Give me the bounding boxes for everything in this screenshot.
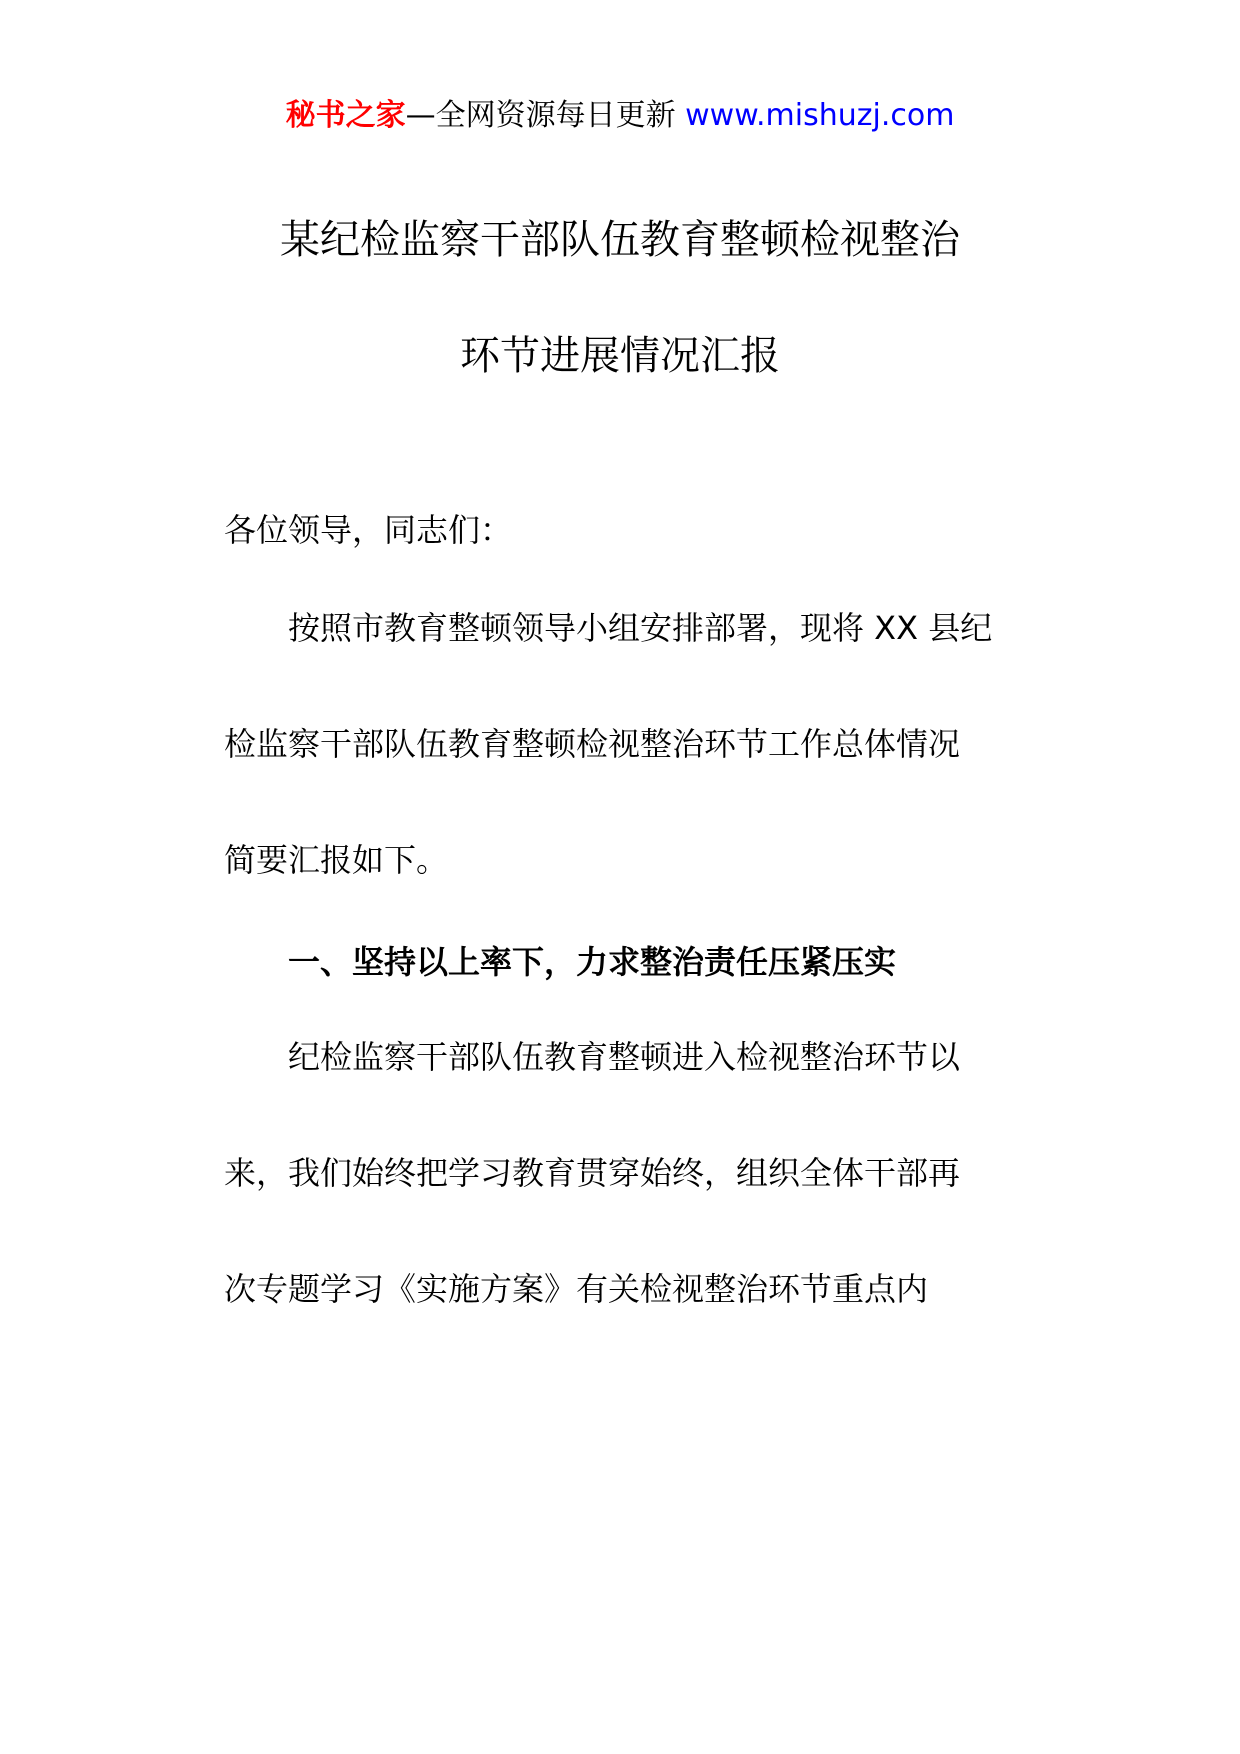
site-url-link[interactable]: www.mishuzj.com <box>685 98 955 133</box>
document-title-line-1: 某纪检监察干部队伍教育整顿检视整治 <box>280 217 960 263</box>
section1-heading: 一、坚持以上率下，力求整治责任压紧压实 <box>288 943 897 981</box>
site-header <box>0 96 1240 136</box>
paragraph1-line-2: 检监察干部队伍教育整顿检视整治环节工作总体情况 <box>224 725 961 763</box>
paragraph2-line-2: 来，我们始终把学习教育贯穿始终，组织全体干部再 <box>224 1154 961 1192</box>
salutation: 各位领导，同志们： <box>224 511 513 549</box>
paragraph2-line-3: 次专题学习《实施方案》有关检视整治环节重点内 <box>224 1270 929 1308</box>
paragraph2-line-1: 纪检监察干部队伍教育整顿进入检视整治环节以 <box>288 1038 961 1076</box>
site-brand: 秘书之家 <box>285 98 406 133</box>
site-slogan: —全网资源每日更新 <box>405 98 676 133</box>
paragraph1-line-1: 按照市教育整顿领导小组安排部署，现将 XX 县纪 <box>288 609 993 647</box>
paragraph1-line-3: 简要汇报如下。 <box>224 841 449 879</box>
document-title-line-2: 环节进展情况汇报 <box>460 333 780 379</box>
